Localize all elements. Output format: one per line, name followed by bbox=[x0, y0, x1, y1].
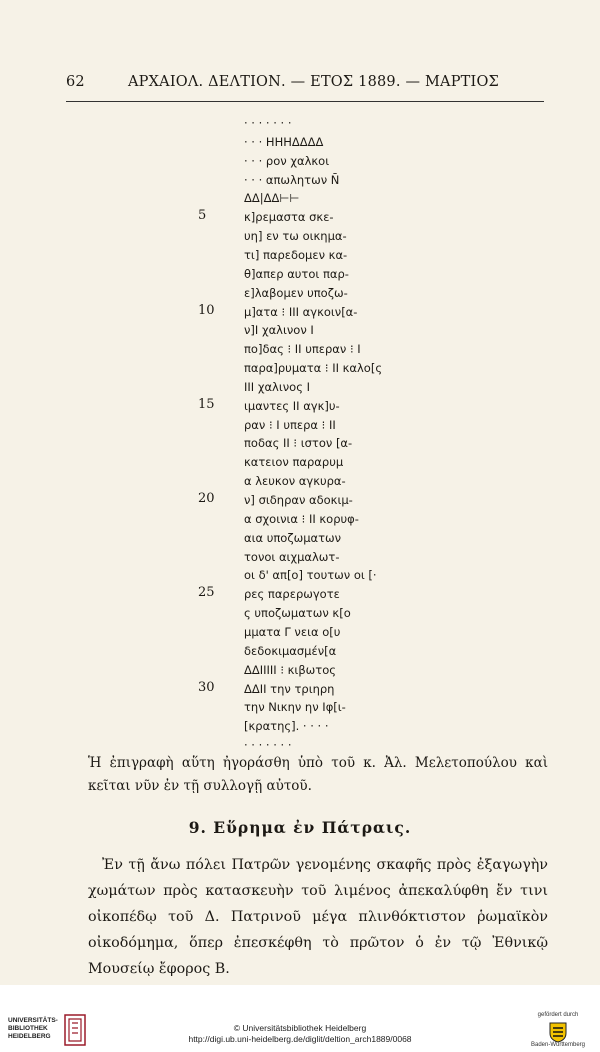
inscription-line: ΔΔ|ΔΔ⊢⊢ bbox=[244, 191, 300, 206]
inscription-line: τι] παρεδομεν κα- bbox=[244, 247, 348, 262]
inscription-line: α λευκον αγκυρα- bbox=[244, 474, 346, 489]
inscription-line: ραν ⁝ Ι υπερα ⁝ ΙΙ bbox=[244, 417, 336, 432]
inscription-line: δεδοκιμασμέν[α bbox=[244, 643, 337, 658]
line-number: 25 bbox=[198, 585, 215, 601]
inscription-line: παρα]ρυματα ⁝ ΙΙ καλο[ς bbox=[244, 361, 383, 376]
inscription-line: μματα Γ νεια ο[υ bbox=[244, 624, 341, 639]
inscription-line: · · · ρον χαλκοι bbox=[244, 153, 330, 168]
inscription-line: ΙΙΙ χαλινος Ι bbox=[244, 379, 311, 394]
line-number: 15 bbox=[198, 396, 215, 412]
line-number: 30 bbox=[198, 679, 215, 695]
page-number: 62 bbox=[66, 74, 85, 90]
inscription-line: την Νικην ην Ιφ[ι- bbox=[244, 700, 346, 715]
running-title: ΑΡΧΑΙΟΛ. ΔΕΛΤΙΟΝ. — ΕΤΟΣ 1889. — ΜΑΡΤΙΟΣ bbox=[128, 74, 500, 90]
inscription-line: τονοι αιχμαλωτ- bbox=[244, 549, 340, 564]
line-number: 5 bbox=[198, 208, 207, 224]
funder-name: Baden-Württemberg bbox=[530, 1042, 586, 1048]
inscription-line: ποδας ΙΙ ⁝ ιστον [α- bbox=[244, 436, 353, 451]
inscription-line: υη] εν τω οικημα- bbox=[244, 229, 347, 244]
inscription-line: ν]Ι χαλινον Ι bbox=[244, 323, 314, 338]
inscription-line: ΔΔΙΙΙΙΙ ⁝ κιβωτος bbox=[244, 662, 337, 677]
inscription-line: ΔΔΙΙ την τριηρη bbox=[244, 681, 335, 696]
state-coat-of-arms-icon bbox=[548, 1021, 568, 1043]
inscription-line: ε]λαβομεν υποζω- bbox=[244, 285, 348, 300]
footer-copyright: © Universitätsbibliothek Heidelberg bbox=[233, 1023, 367, 1033]
inscription-line: ιμαντες ΙΙ αγκ]υ- bbox=[244, 398, 340, 413]
header-rule bbox=[66, 101, 544, 102]
inscription-line: · · · · · · · bbox=[244, 738, 292, 753]
body-paragraph: Ἐν τῇ ἄνω πόλει Πατρῶν γενομένης σκαφῆς πρὸς ἐξαγωγὴν χωμάτων πρὸς κατασκευὴν τοῦ λιμένος ἀπεκαλύφθη ἔν τινι οἰκοπέδῳ τοῦ Δ. Πατρινοῦ μέγα πλινθόκτιστον ῥωμαϊκὸν οἰκοδόμημα, ὅπερ ἐπεσκέφθη τὸ πρῶτον ὁ ἐν τῷ Ἐθνικῷ Μουσείῳ ἔφορος Β. bbox=[88, 857, 548, 977]
inscription-line: κατειον παραρυμ bbox=[244, 455, 344, 470]
inscription-line: θ]απερ αυτοι παρ- bbox=[244, 266, 349, 281]
inscription-line: μ]ατα ⁝ ΙΙΙ αγκοιν[α- bbox=[244, 304, 358, 319]
inscription-line: ς υποζωματων κ[ο bbox=[244, 606, 351, 621]
inscription-line: · · · απωλητων N̄ bbox=[244, 172, 340, 187]
inscription-line: [κρατης]. · · · · bbox=[244, 719, 329, 734]
inscription-line: α σχοινια ⁝ ΙΙ κορυφ- bbox=[244, 511, 359, 526]
provenance-note: Ἡ ἐπιγραφὴ αὕτη ἠγοράσθη ὑπὸ τοῦ κ. Ἀλ. Μελετοπούλου καὶ κεῖται νῦν ἐν τῇ συλλογῇ αὐτοῦ. bbox=[88, 755, 548, 794]
inscription-line: κ]ρεμαστα σκε- bbox=[244, 210, 334, 225]
line-number: 20 bbox=[198, 491, 215, 506]
inscription-line: αια υποζωματων bbox=[244, 530, 342, 545]
footer-credit bbox=[0, 1023, 600, 1045]
line-number: 10 bbox=[198, 302, 215, 318]
inscription-line: ν] σιδηραν αδοκιμ- bbox=[244, 493, 353, 507]
footer-url[interactable]: http://digi.ub.uni-heidelberg.de/diglit/deltion_arch1889/0068 bbox=[188, 1034, 412, 1044]
inscription-line: · · · ΗΗΗΔΔΔΔ bbox=[244, 134, 324, 149]
library-logo-text: UNIVERSITÄTS- BIBLIOTHEK HEIDELBERG bbox=[8, 1017, 58, 1040]
inscription-line: ρες παρερωγοτε bbox=[244, 587, 340, 602]
inscription-line: οι δ' απ[ο] τουτων οι [· bbox=[244, 568, 377, 583]
section-heading: 9. Εὕρημα ἐν Πάτραις. bbox=[188, 818, 412, 837]
inscription-line: πο]δας ⁝ ΙΙ υπεραν ⁝ Ι bbox=[244, 342, 361, 357]
inscription-line: · · · · · · · bbox=[244, 116, 292, 130]
funding-label: gefördert durch bbox=[537, 1012, 579, 1018]
